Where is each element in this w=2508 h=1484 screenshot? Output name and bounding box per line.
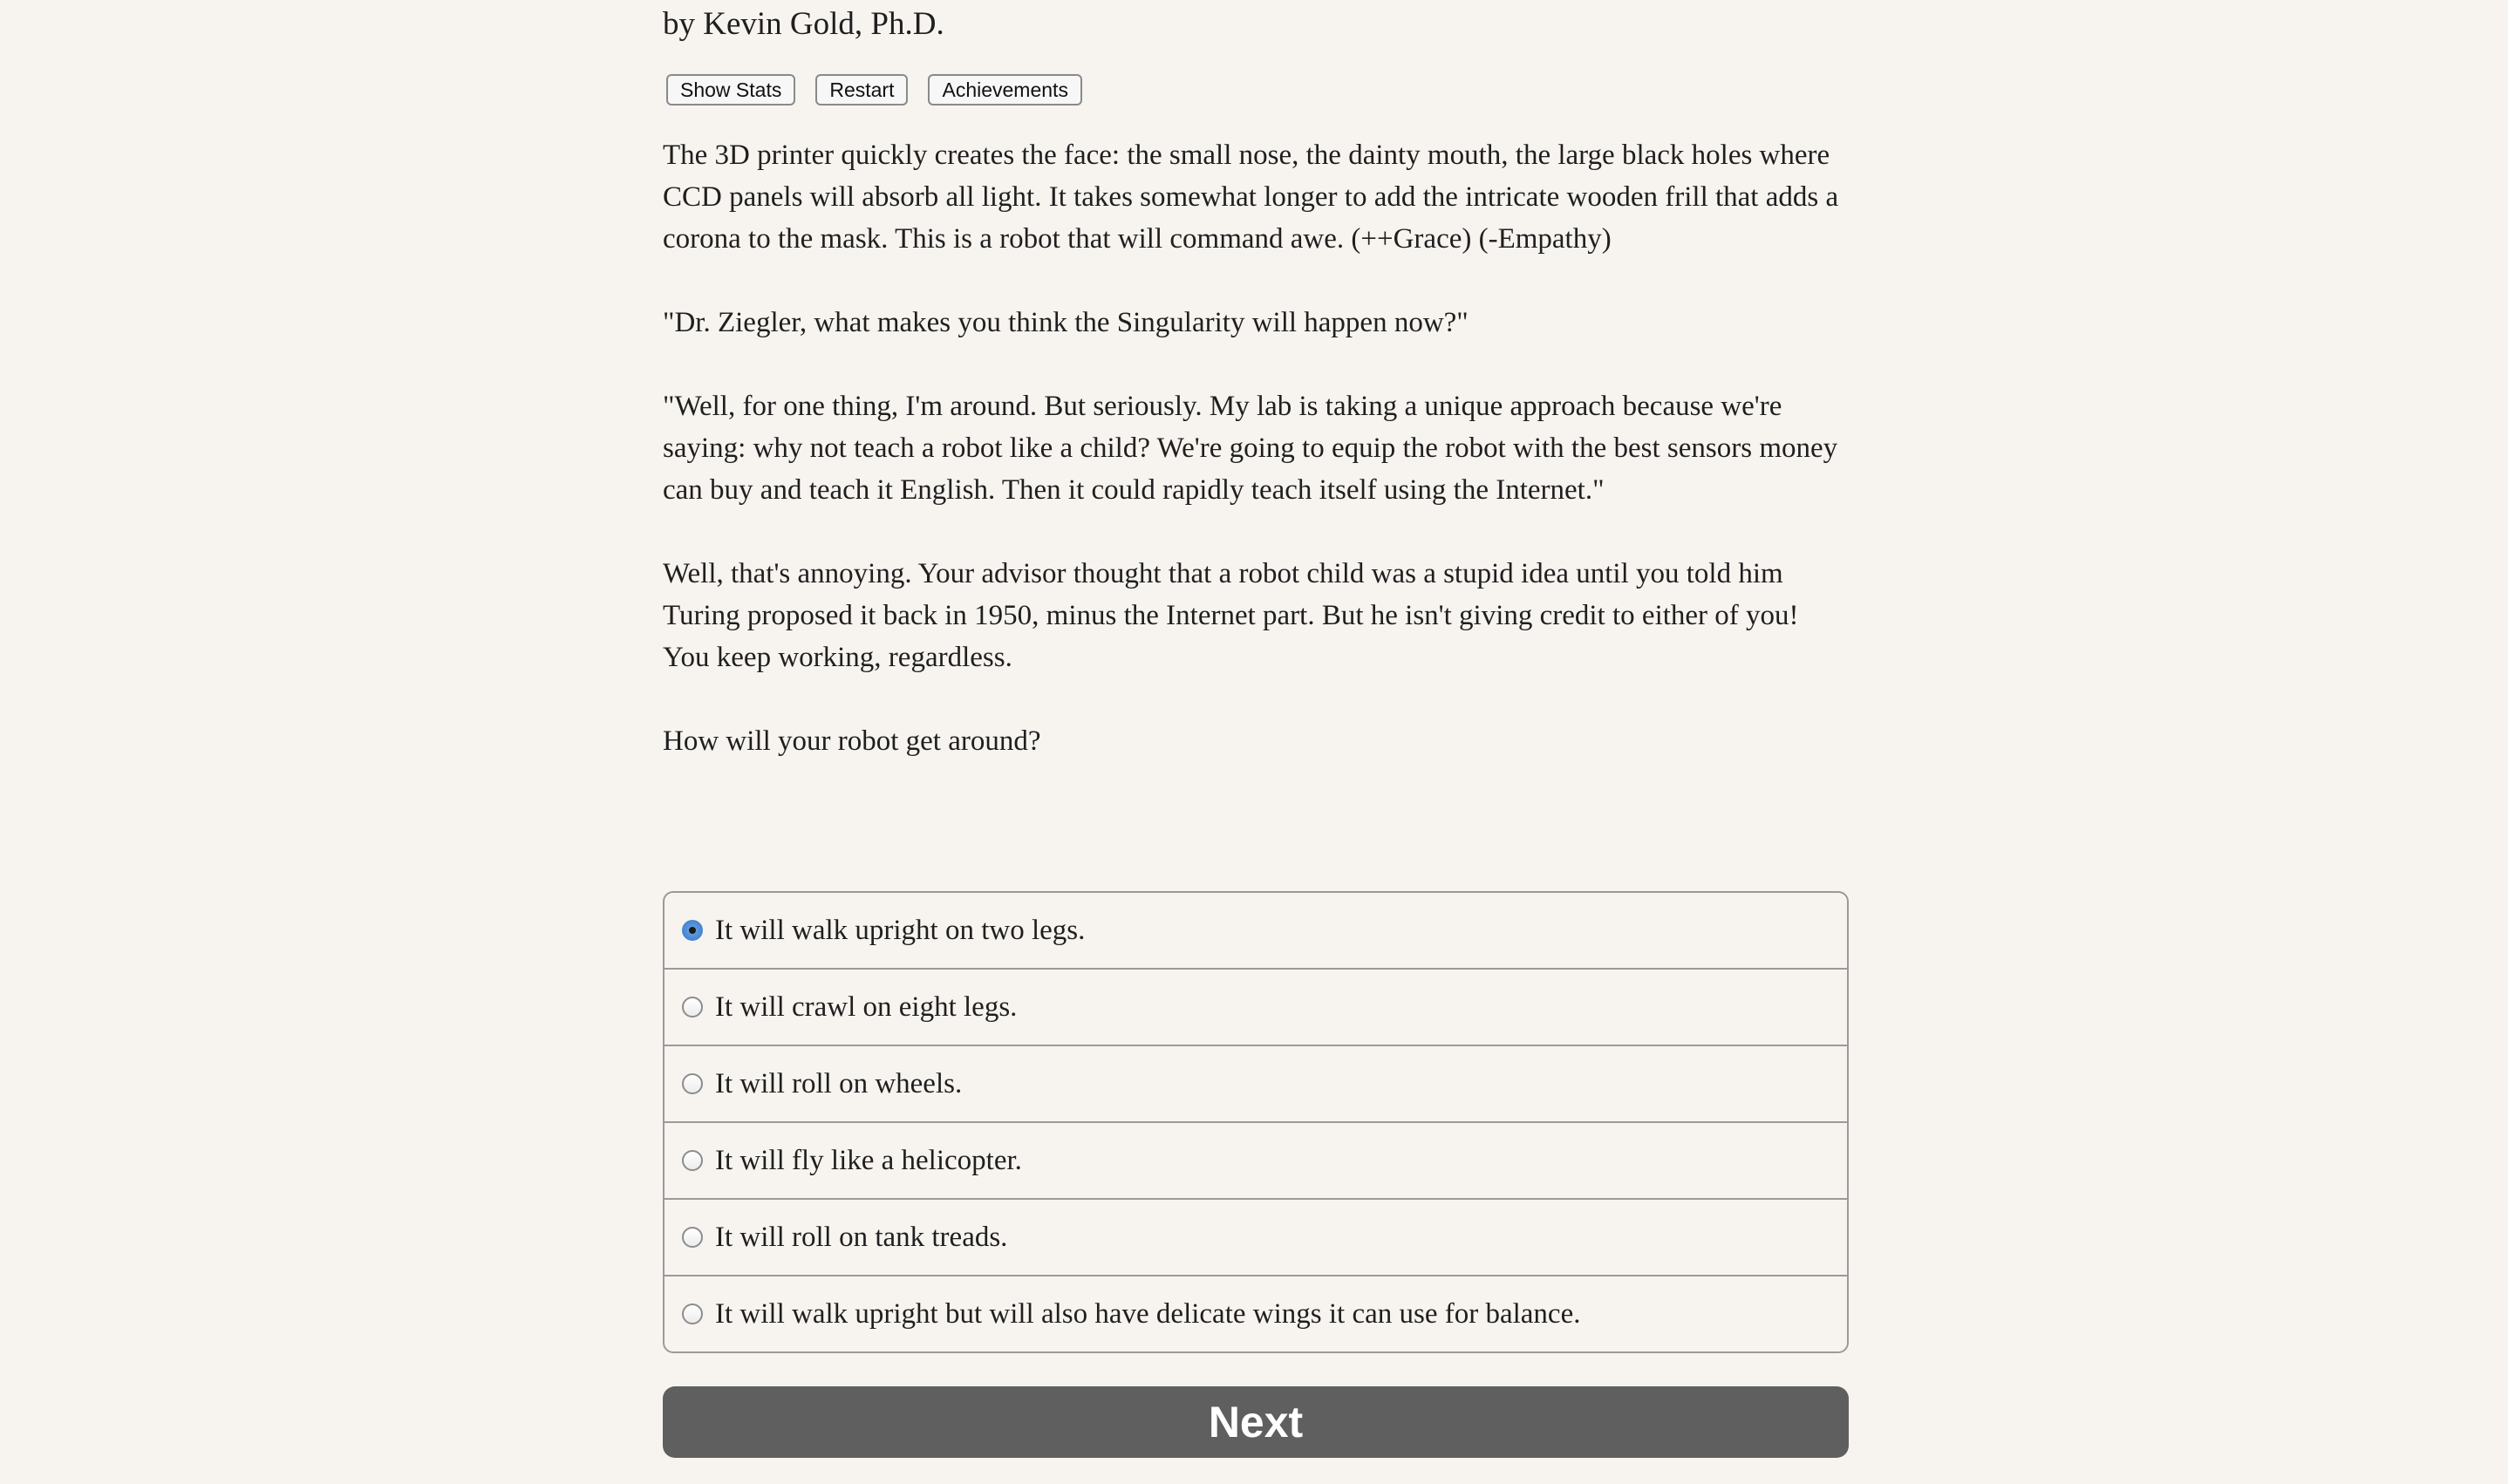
- choice-label: It will roll on tank treads.: [715, 1222, 1008, 1253]
- next-button[interactable]: Next: [663, 1386, 1849, 1458]
- radio-button[interactable]: [682, 1150, 703, 1171]
- story-paragraph: "Dr. Ziegler, what makes you think the Singularity will happen now?": [663, 307, 1469, 338]
- radio-button[interactable]: [682, 997, 703, 1018]
- radio-button[interactable]: [682, 1227, 703, 1248]
- choice-list: [663, 891, 1849, 1353]
- radio-button[interactable]: [682, 1073, 703, 1094]
- story-text: [663, 134, 1849, 804]
- choice-option[interactable]: [664, 1275, 1847, 1351]
- show-stats-button[interactable]: Show Stats: [666, 74, 795, 106]
- radio-button[interactable]: [682, 1304, 703, 1324]
- radio-button-selected[interactable]: [682, 920, 703, 941]
- choice-label: It will walk upright but will also have delicate wings it can use for balance.: [715, 1298, 1581, 1330]
- restart-button[interactable]: Restart: [815, 74, 908, 106]
- toolbar: [666, 74, 1082, 106]
- choice-label: It will roll on wheels.: [715, 1068, 963, 1099]
- choice-label: It will fly like a helicopter.: [715, 1145, 1022, 1176]
- story-paragraph: Well, that's annoying. Your advisor thought that a robot child was a stupid idea until you told him Turing proposed it back in 1950, minus the Internet part. But he isn't giving credit to either of you! You keep working, regardless.: [663, 558, 1799, 673]
- choice-option[interactable]: [664, 893, 1847, 968]
- choice-option[interactable]: [664, 1045, 1847, 1121]
- choice-option[interactable]: [664, 1198, 1847, 1275]
- choice-label: It will walk upright on two legs.: [715, 915, 1086, 946]
- story-paragraph: "Well, for one thing, I'm around. But seriously. My lab is taking a unique approach because we're saying: why not teach a robot like a child? We're going to equip the robot with the best sensors money can buy and teach it English. Then it could rapidly teach itself using the Internet.": [663, 391, 1838, 506]
- radio-dot-icon: [689, 927, 696, 934]
- achievements-button[interactable]: Achievements: [928, 74, 1081, 106]
- choice-option[interactable]: [664, 1121, 1847, 1198]
- choice-label: It will crawl on eight legs.: [715, 991, 1018, 1023]
- choice-option[interactable]: [664, 968, 1847, 1045]
- story-paragraph: The 3D printer quickly creates the face: the small nose, the dainty mouth, the large black holes where CCD panels will absorb all light. It takes somewhat longer to add the intricate wooden frill that adds a corona to the mask. This is a robot that will command awe. (++Grace) (-Empathy): [663, 140, 1839, 255]
- author-byline: by Kevin Gold, Ph.D.: [663, 6, 944, 42]
- choice-prompt: How will your robot get around?: [663, 725, 1041, 757]
